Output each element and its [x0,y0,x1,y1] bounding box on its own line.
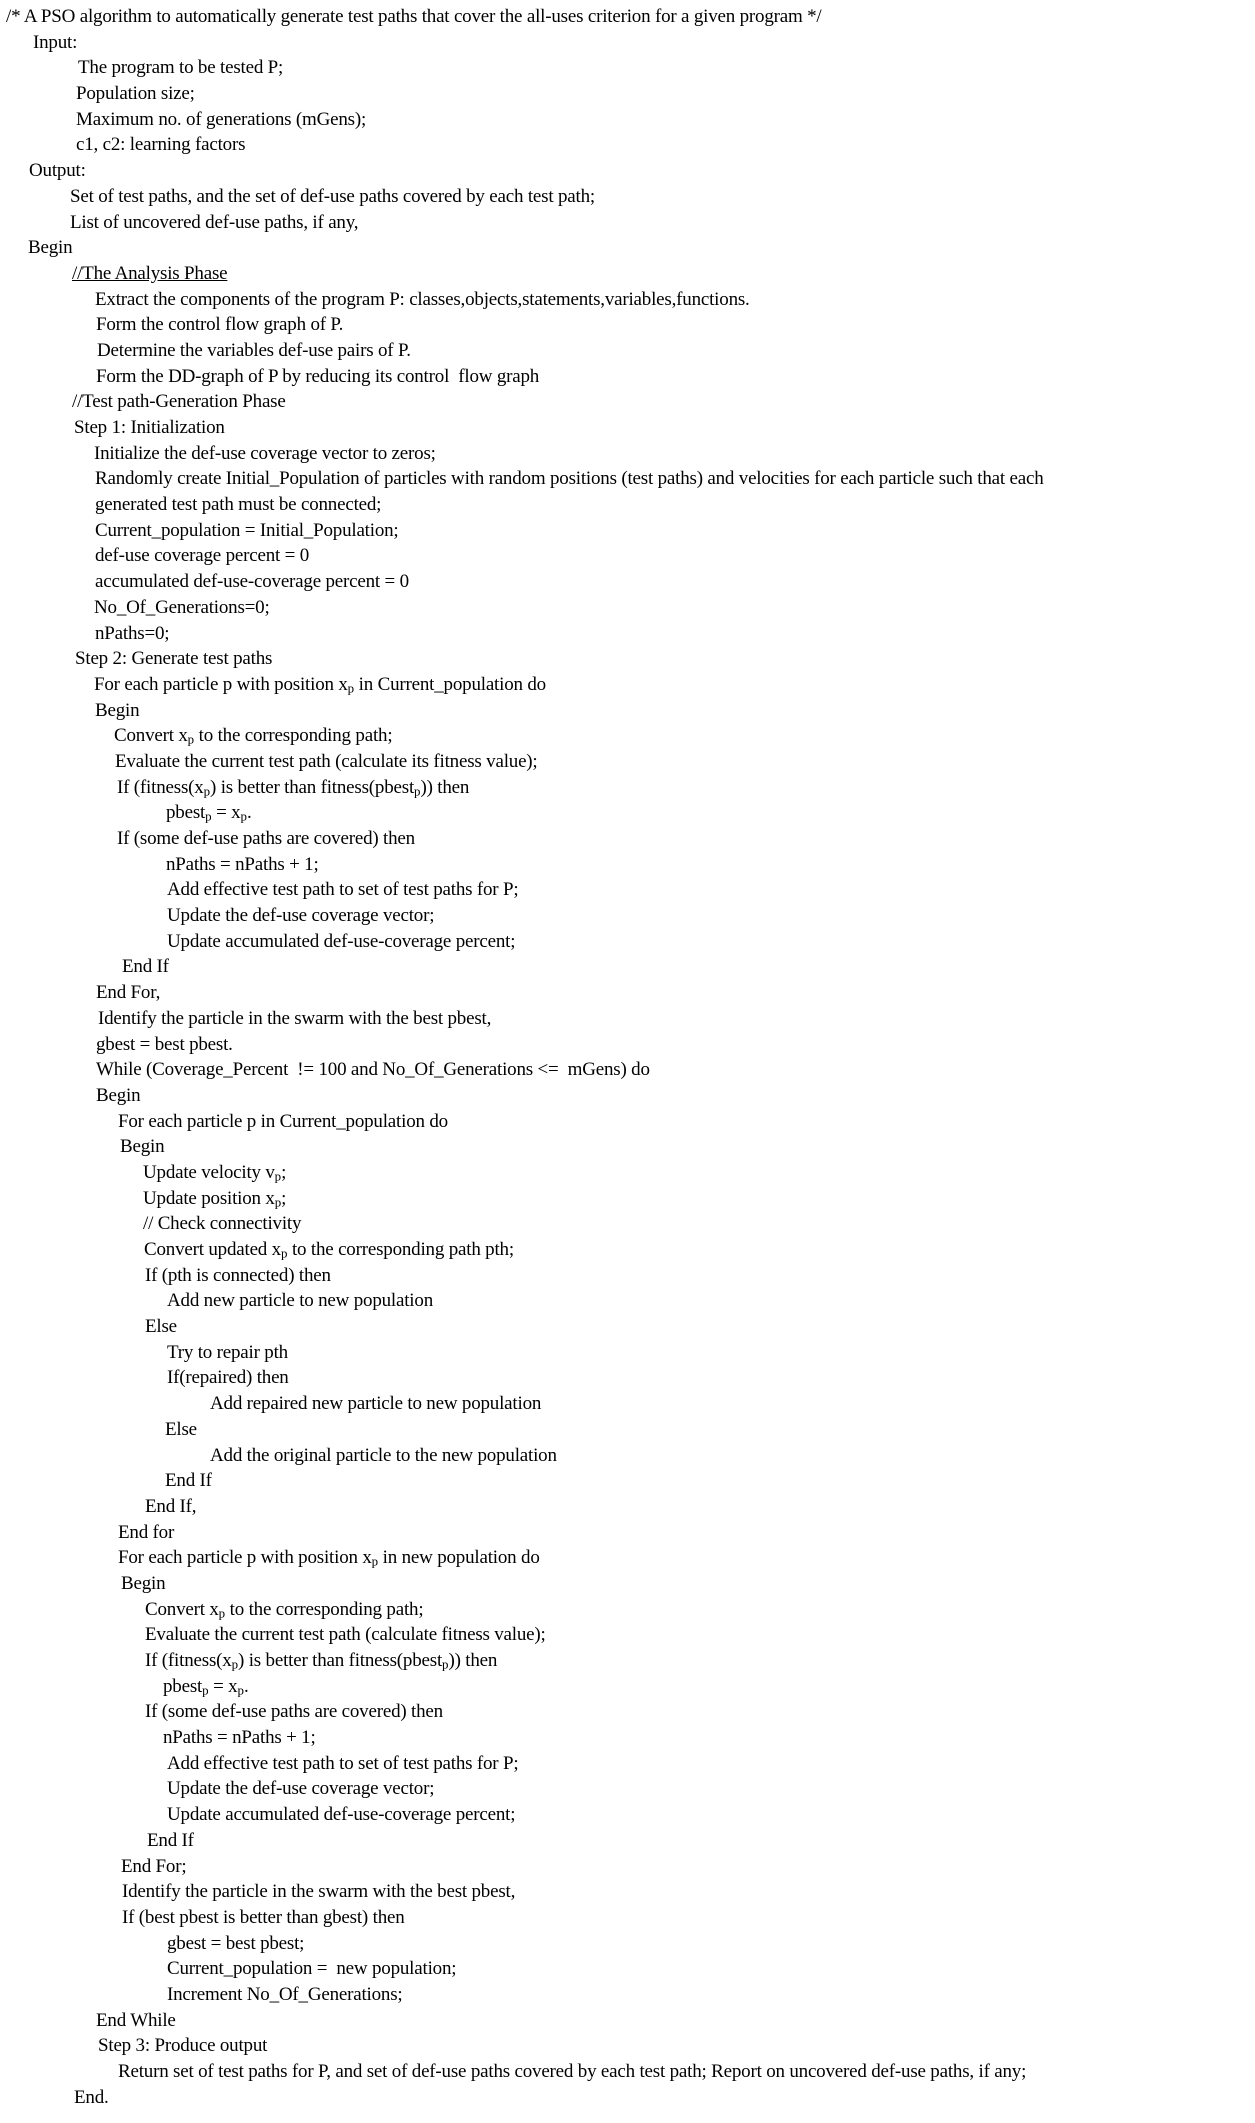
pseudocode-line: End If [147,1829,194,1851]
pseudocode-line: End For, [96,982,161,1004]
pseudocode-line: End While [96,2009,176,2031]
pseudocode-line: Form the DD-graph of P by reducing its control flow graph [96,365,540,387]
pseudocode-line: def-use coverage percent = 0 [95,545,309,567]
pseudocode-line: Determine the variables def-use pairs of P. [97,339,411,361]
pseudocode-line: Begin [121,1572,166,1594]
pseudocode-line: If (some def-use paths are covered) then [117,828,415,849]
pseudocode-line: End If, [145,1495,197,1517]
pseudocode-line: If ($fitness(x_p)$ is better than fitness(pbest$_p$)) then [145,1650,498,1672]
pseudocode-line: gbest = best pbest; [167,1932,305,1954]
pseudocode-line: Begin [28,237,73,259]
pseudocode-line: Current_population = new population; [167,1958,457,1980]
pseudocode-line: Convert updated $x_p$ to the corresponding path pth; [144,1239,514,1261]
pseudocode-line: End. [74,2086,109,2108]
pseudocode-line: For each particle p in Current_population do [118,1110,448,1132]
pseudocode-line: Form the control flow graph of P. [96,314,344,336]
pseudocode-line: Begin [120,1136,165,1158]
pseudocode-line: Update accumulated def-use-coverage percent; [167,1804,516,1826]
pseudocode-line: Add effective test path to set of test paths for P; [167,1752,519,1774]
pseudocode-line: End For; [121,1855,187,1877]
pseudocode-line: Evaluate the current test path (calculate its fitness value); [115,750,538,772]
pseudocode-line: Identify the particle in the swarm with the best pbest, [122,1881,516,1903]
pseudocode-line: While (Coverage_Percent != 100 and No_Of_Generations <= mGens) do [96,1059,650,1081]
pseudocode-line: c1, c2: learning factors [76,134,246,156]
pseudocode-line: Maximum no. of generations (mGens); [76,108,367,130]
pseudocode-line: Input: [33,31,78,53]
pseudocode-line: //Test path-Generation Phase [72,391,286,413]
pseudocode-line: Add new particle to new population [167,1290,433,1312]
pseudocode-line: // Check connectivity [143,1213,302,1235]
pseudocode-line: Output: [29,160,86,182]
pseudocode-line: Else [145,1316,177,1338]
pseudocode-line: pbest$_p$ = $x_p$. [166,802,252,824]
pseudocode-line: Convert $x_p$ to the corresponding path; [145,1598,424,1621]
pseudocode-line: End If [122,956,169,978]
pseudocode-line: If(repaired) then [167,1367,289,1389]
pseudocode-line: Current_population = Initial_Population; [95,519,399,541]
pseudocode-line: Update velocity $v_p$; [143,1161,287,1184]
pseudocode-line: Return set of test paths for P, and set of def-use paths covered by each test path; Report on uncovered def-use paths, if any; [118,2061,1027,2082]
pseudocode-line: accumulated def-use-coverage percent = 0 [95,571,409,593]
pseudocode-line: generated test path must be connected; [95,494,382,516]
pseudocode-line: End for [118,1521,175,1543]
pseudocode-line: Convert $x_p$ to the corresponding path; [114,725,393,747]
pseudocode-line: Try to repair pth [167,1341,288,1363]
pseudocode-line: Update accumulated def-use-coverage percent; [167,930,516,952]
pseudocode-line: If ($fitness(x_p)$ is better than fitness(pbest$_p$)) then [117,776,470,799]
pseudocode-line: pbest$_p$ = $x_p$. [163,1675,249,1698]
pseudocode-line: nPaths=0; [95,622,170,644]
pseudocode-line: Update the def-use coverage vector; [167,1778,435,1800]
pseudocode-line: Update the def-use coverage vector; [167,905,435,927]
pseudocode-line: Set of test paths, and the set of def-use paths covered by each test path; [70,185,595,207]
pseudocode-line: Add the original particle to the new population [210,1444,557,1466]
pseudocode-line: Step 3: Produce output [98,2035,268,2057]
pseudocode-line: If (pth is connected) then [145,1264,331,1286]
pseudocode-line: Identify the particle in the swarm with the best pbest, [98,1007,492,1029]
pseudocode-line: List of uncovered def-use paths, if any, [70,211,359,233]
pseudocode-line: gbest = best pbest. [96,1033,233,1055]
pseudocode-line: Begin [95,699,140,721]
pseudocode-line: /* A PSO algorithm to automatically generate test paths that cover the all-uses criterion for a given program */ [6,6,822,27]
pseudocode-line: Add effective test path to set of test paths for P; [167,879,519,901]
pseudocode-line: Add repaired new particle to new population [210,1393,542,1415]
code-lines [0,4,1255,2110]
pseudocode-line: For each particle p with position $x_p$ in Current_population do [94,673,546,696]
pseudocode-line: If (best pbest is better than gbest) then [122,1906,405,1928]
pseudocode-line: Evaluate the current test path (calculate fitness value); [145,1624,546,1646]
pseudocode-line: No_Of_Generations=0; [94,596,270,618]
pseudocode-line: //The Analysis Phase [72,262,228,284]
pseudocode-line: Update position $x_p$; [143,1187,287,1210]
pseudocode-line: nPaths = nPaths + 1; [163,1727,316,1749]
pseudocode-line: Increment No_Of_Generations; [167,1983,403,2005]
pseudocode-line: Extract the components of the program P: classes,objects,statements,variables,functions. [95,288,750,310]
pseudocode-line: Randomly create Initial_Population of particles with random positions (test paths) and velocities for each particle such that each [95,468,1044,490]
pseudocode-line: If (some def-use paths are covered) then [145,1701,443,1723]
pseudocode-line: Step 2: Generate test paths [75,648,273,670]
pseudocode-line: Initialize the def-use coverage vector to zeros; [94,442,436,464]
pseudocode-line: Population size; [76,83,195,105]
pseudocode-line: nPaths = nPaths + 1; [166,853,319,875]
pseudocode-line: Begin [96,1084,141,1106]
pseudocode-line: End If [165,1470,212,1492]
pseudocode-line: The program to be tested P; [78,57,284,79]
pseudocode-line: Else [165,1418,197,1440]
pseudocode-line: For each particle p with position $x_p$ in new population do [118,1547,540,1569]
pseudocode-line: Step 1: Initialization [74,417,225,438]
